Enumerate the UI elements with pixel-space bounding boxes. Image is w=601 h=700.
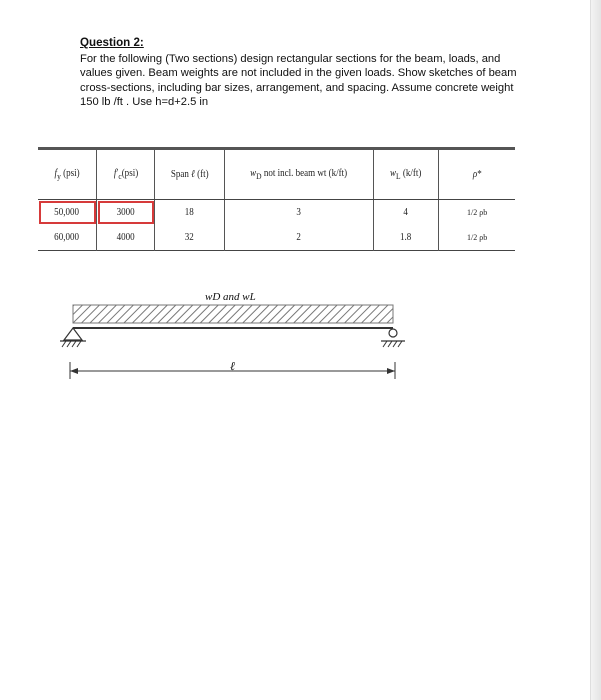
beam-sketch bbox=[0, 285, 601, 385]
cell-fc: 3000 bbox=[97, 200, 155, 226]
cell-rho: 1/2 ρb bbox=[439, 225, 515, 251]
header-fc: $f'_c(psi)$ bbox=[101, 149, 150, 200]
table-row bbox=[38, 200, 515, 226]
load-label: wD and wL bbox=[205, 291, 256, 303]
question-block bbox=[80, 36, 530, 110]
cell-fy: 60,000 bbox=[54, 232, 80, 243]
question-body: For the following (Two sections) design rectangular sections for the beam, loads, and values given. Beam weights are not included in the given loads. Show sketches of beam cross-sections, including bar sizes, arrangement, and spacing. Assume concrete weight 150 lb /ft . Use h=d+2.5 in bbox=[80, 52, 517, 109]
span-label: ℓ bbox=[230, 359, 235, 373]
load-band bbox=[73, 305, 393, 323]
cell-fc: 4000 bbox=[97, 225, 155, 251]
cell-wl: 4 bbox=[373, 200, 438, 226]
pin-support-icon bbox=[60, 328, 86, 347]
cell-wd: 2 bbox=[224, 225, 373, 251]
data-table bbox=[38, 147, 515, 251]
table-header-row bbox=[38, 149, 515, 200]
header-wl: $w_L$ (k/ft) bbox=[378, 149, 434, 200]
header-fy: $f_y$ (psi) bbox=[42, 149, 92, 200]
table-row bbox=[38, 225, 515, 251]
header-rho: ρ* bbox=[444, 149, 509, 200]
cell-span: 18 bbox=[155, 200, 224, 226]
header-wd: $w_D$ not incl. beam wt (k/ft) bbox=[235, 149, 362, 200]
cell-fy: 50,000 bbox=[38, 200, 97, 226]
cell-span: 32 bbox=[155, 225, 224, 251]
roller-support-icon bbox=[381, 329, 405, 347]
header-span: Span ℓ (ft) bbox=[160, 149, 219, 200]
cell-rho: 1/2 ρb bbox=[439, 200, 515, 226]
beam-diagram bbox=[0, 285, 601, 385]
cell-wd: 3 bbox=[224, 200, 373, 226]
cell-wl: 1.8 bbox=[373, 225, 438, 251]
question-title: Question 2: bbox=[80, 36, 144, 49]
